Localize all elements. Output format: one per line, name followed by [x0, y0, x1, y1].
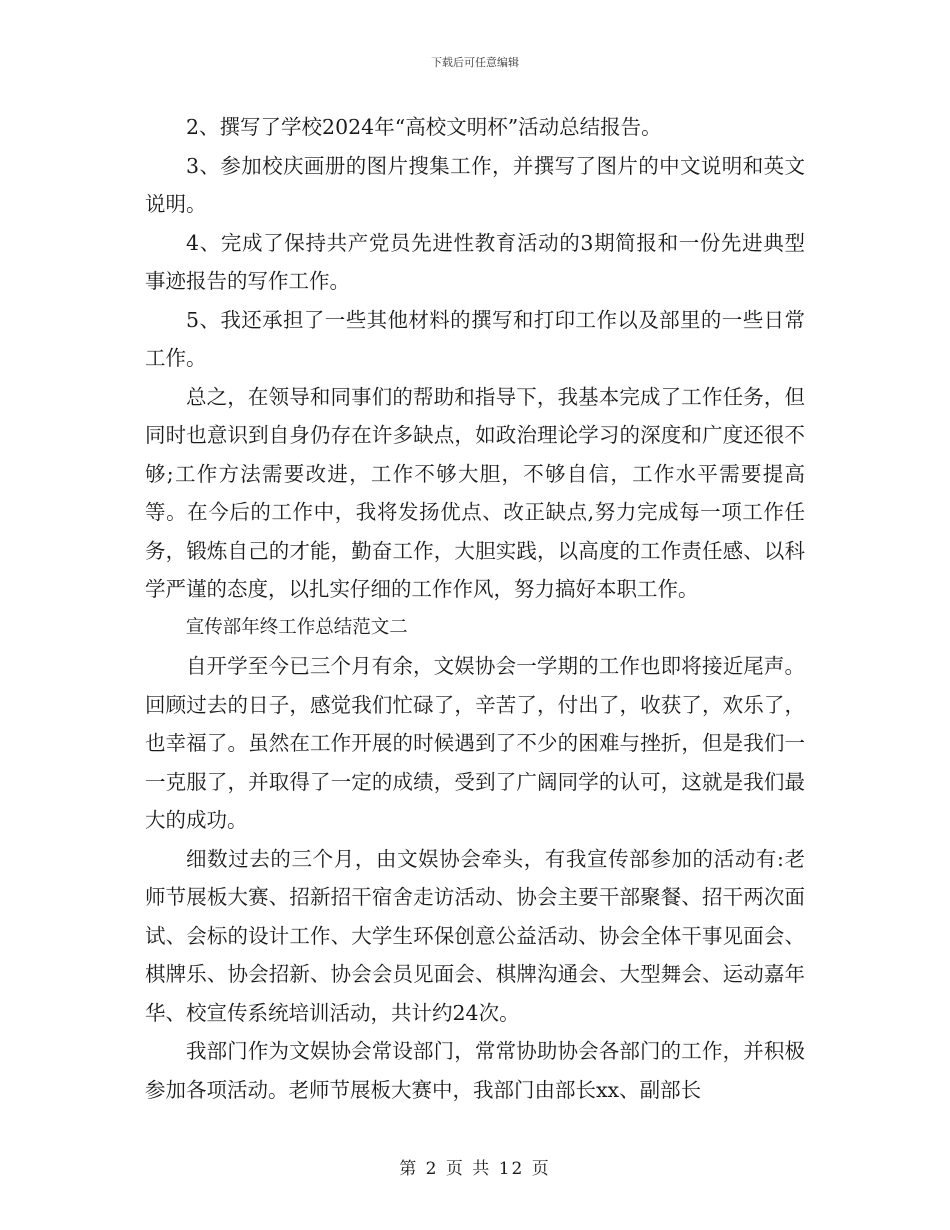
section-title: 宣传部年终工作总结范文二 [185, 616, 408, 638]
page-number: 第 2 页 共 12 页 [399, 1159, 551, 1179]
paragraph-intro: 自开学至今已三个月有余，文娱协会一学期的工作也即将接近尾声。回顾过去的日子，感觉我们忙碌了，辛苦了，付出了，收获了，欢乐了，也幸福了。虽然在工作开展的时候遇到了不少的困难与挫折，但是我们一一克服了，并取得了一定的成绩，受到了广阔同学的认可，这就是我们最大的成功。 [145, 654, 805, 832]
paragraph-item-2: 2、撰写了学校2024年“高校文明杯”活动总结报告。 [186, 115, 662, 139]
paragraph-item-4: 4、完成了保持共产党员先进性教育活动的3期简报和一份先进典型事迹报告的写作工作。 [145, 230, 805, 293]
paragraph-item-5: 5、我还承担了一些其他材料的撰写和打印工作以及部里的一些日常工作。 [145, 307, 805, 370]
paragraph-activities: 细数过去的三个月，由文娱协会牵头，有我宣传部参加的活动有:老师节展板大赛、招新招干宿舍走访活动、协会主要干部聚餐、招干两次面试、会标的设计工作、大学生环保创意公益活动、协会全体干事见面会、棋牌乐、协会招新、协会会员见面会、棋牌沟通会、大型舞会、运动嘉年华、校宣传系统培训活动，共计约24次。 [145, 846, 805, 1025]
page-header-note: 下载后可任意编辑 [431, 56, 519, 69]
paragraph-department: 我部门作为文娱协会常设部门，常常协助协会各部门的工作，并积极参加各项活动。老师节展板大赛中，我部门由部长xx、副部长 [145, 1039, 805, 1102]
paragraph-item-3: 3、参加校庆画册的图片搜集工作，并撰写了图片的中文说明和英文说明。 [145, 153, 805, 216]
document-body [145, 108, 805, 1109]
paragraph-summary: 总之，在领导和同事们的帮助和指导下，我基本完成了工作任务，但同时也意识到自身仍存在许多缺点，如政治理论学习的深度和广度还很不够;工作方法需要改进，工作不够大胆，不够自信，工作水平需要提高等。在今后的工作中，我将发扬优点、改正缺点,努力完成每一项工作任务，锻炼自己的才能，勤奋工作，大胆实践，以高度的工作责任感、以科学严谨的态度，以扎实仔细的工作作风，努力搞好本职工作。 [145, 384, 805, 601]
